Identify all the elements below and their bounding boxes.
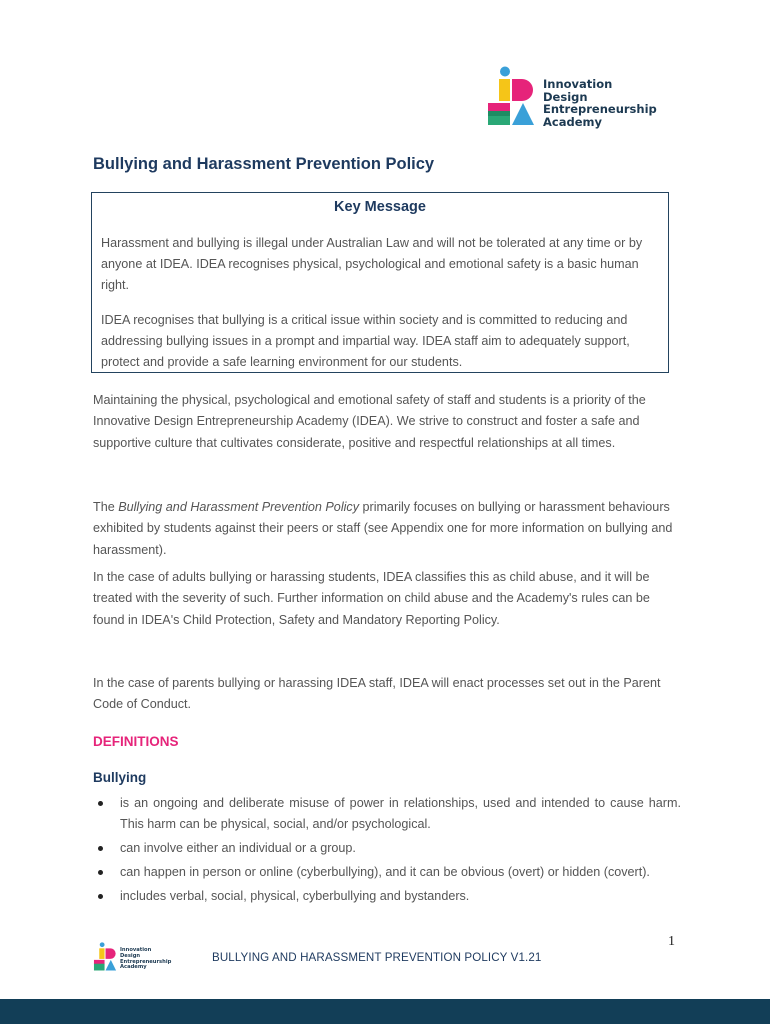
- bullying-list: [93, 793, 681, 910]
- key-message-heading: Key Message: [334, 199, 426, 215]
- policy-name-italic: Bullying and Harassment Prevention Policy: [118, 500, 360, 514]
- key-message-box: [91, 192, 669, 373]
- page-number: 1: [668, 934, 675, 949]
- body-paragraph: Maintaining the physical, psychological and emotional safety of staff and students is a priority of the Innovative Design Entrepreneurship Academy (IDEA). We strive to construct and foster a safe and supportive culture that cultivates considerate, positive and respectful relationships at all times.: [93, 393, 646, 450]
- list-item: is an ongoing and deliberate misuse of power in relationships, used and intended to cause harm. This harm can be physical, social, and/or psychological.: [93, 793, 681, 835]
- footer-logo-icon: [93, 941, 119, 973]
- key-message-paragraph: IDEA recognises that bullying is a critical issue within society and is committed to reducing and addressing bullying issues in a prompt and impartial way. IDEA staff aim to adequately support, protect and provide a safe learning environment for our students.: [101, 313, 630, 369]
- logo-wordmark: Innovation Design Entrepreneurship Academy: [543, 77, 657, 129]
- footer-title: BULLYING AND HARASSMENT PREVENTION POLICY V1.21: [212, 951, 542, 964]
- bullet-icon: [98, 894, 103, 899]
- page-title: Bullying and Harassment Prevention Policy: [93, 155, 435, 173]
- bullet-icon: [98, 870, 103, 875]
- idea-logo: [486, 66, 676, 128]
- footer-logo: [93, 941, 188, 973]
- body-paragraph: In the case of adults bullying or harassing students, IDEA classifies this as child abuse, and it will be treated with the severity of such. Further information on child abuse and the Academy's rules can be found in IDEA's Child Protection, Safety and Mandatory Reporting Policy.: [93, 570, 650, 627]
- idea-logo-icon: [486, 66, 540, 128]
- bullet-icon: [98, 846, 103, 851]
- body-paragraph: In the case of parents bullying or harassing IDEA staff, IDEA will enact processes set out in the Parent Code of Conduct.: [93, 676, 661, 712]
- list-item: can involve either an individual or a group.: [93, 838, 681, 859]
- footer-logo-wordmark: Innovation Design Entrepreneurship Academy: [120, 947, 172, 971]
- definitions-heading: DEFINITIONS: [93, 734, 179, 749]
- list-item: can happen in person or online (cyberbullying), and it can be obvious (overt) or hidden (covert).: [93, 862, 681, 883]
- key-message-paragraph: Harassment and bullying is illegal under Australian Law and will not be tolerated at any time or by anyone at IDEA. IDEA recognises physical, psychological and emotional safety is a basic human right.: [101, 236, 643, 292]
- footer-bar: [0, 999, 770, 1024]
- bullet-icon: [98, 801, 103, 806]
- bullying-heading: Bullying: [93, 770, 147, 785]
- list-item: includes verbal, social, physical, cyberbullying and bystanders.: [93, 886, 681, 907]
- body-paragraph: The Bullying and Harassment Prevention Policy primarily focuses on bullying or harassment behaviours exhibited by students against their peers or staff (see Appendix one for more information on bullying and harassment).: [93, 500, 673, 557]
